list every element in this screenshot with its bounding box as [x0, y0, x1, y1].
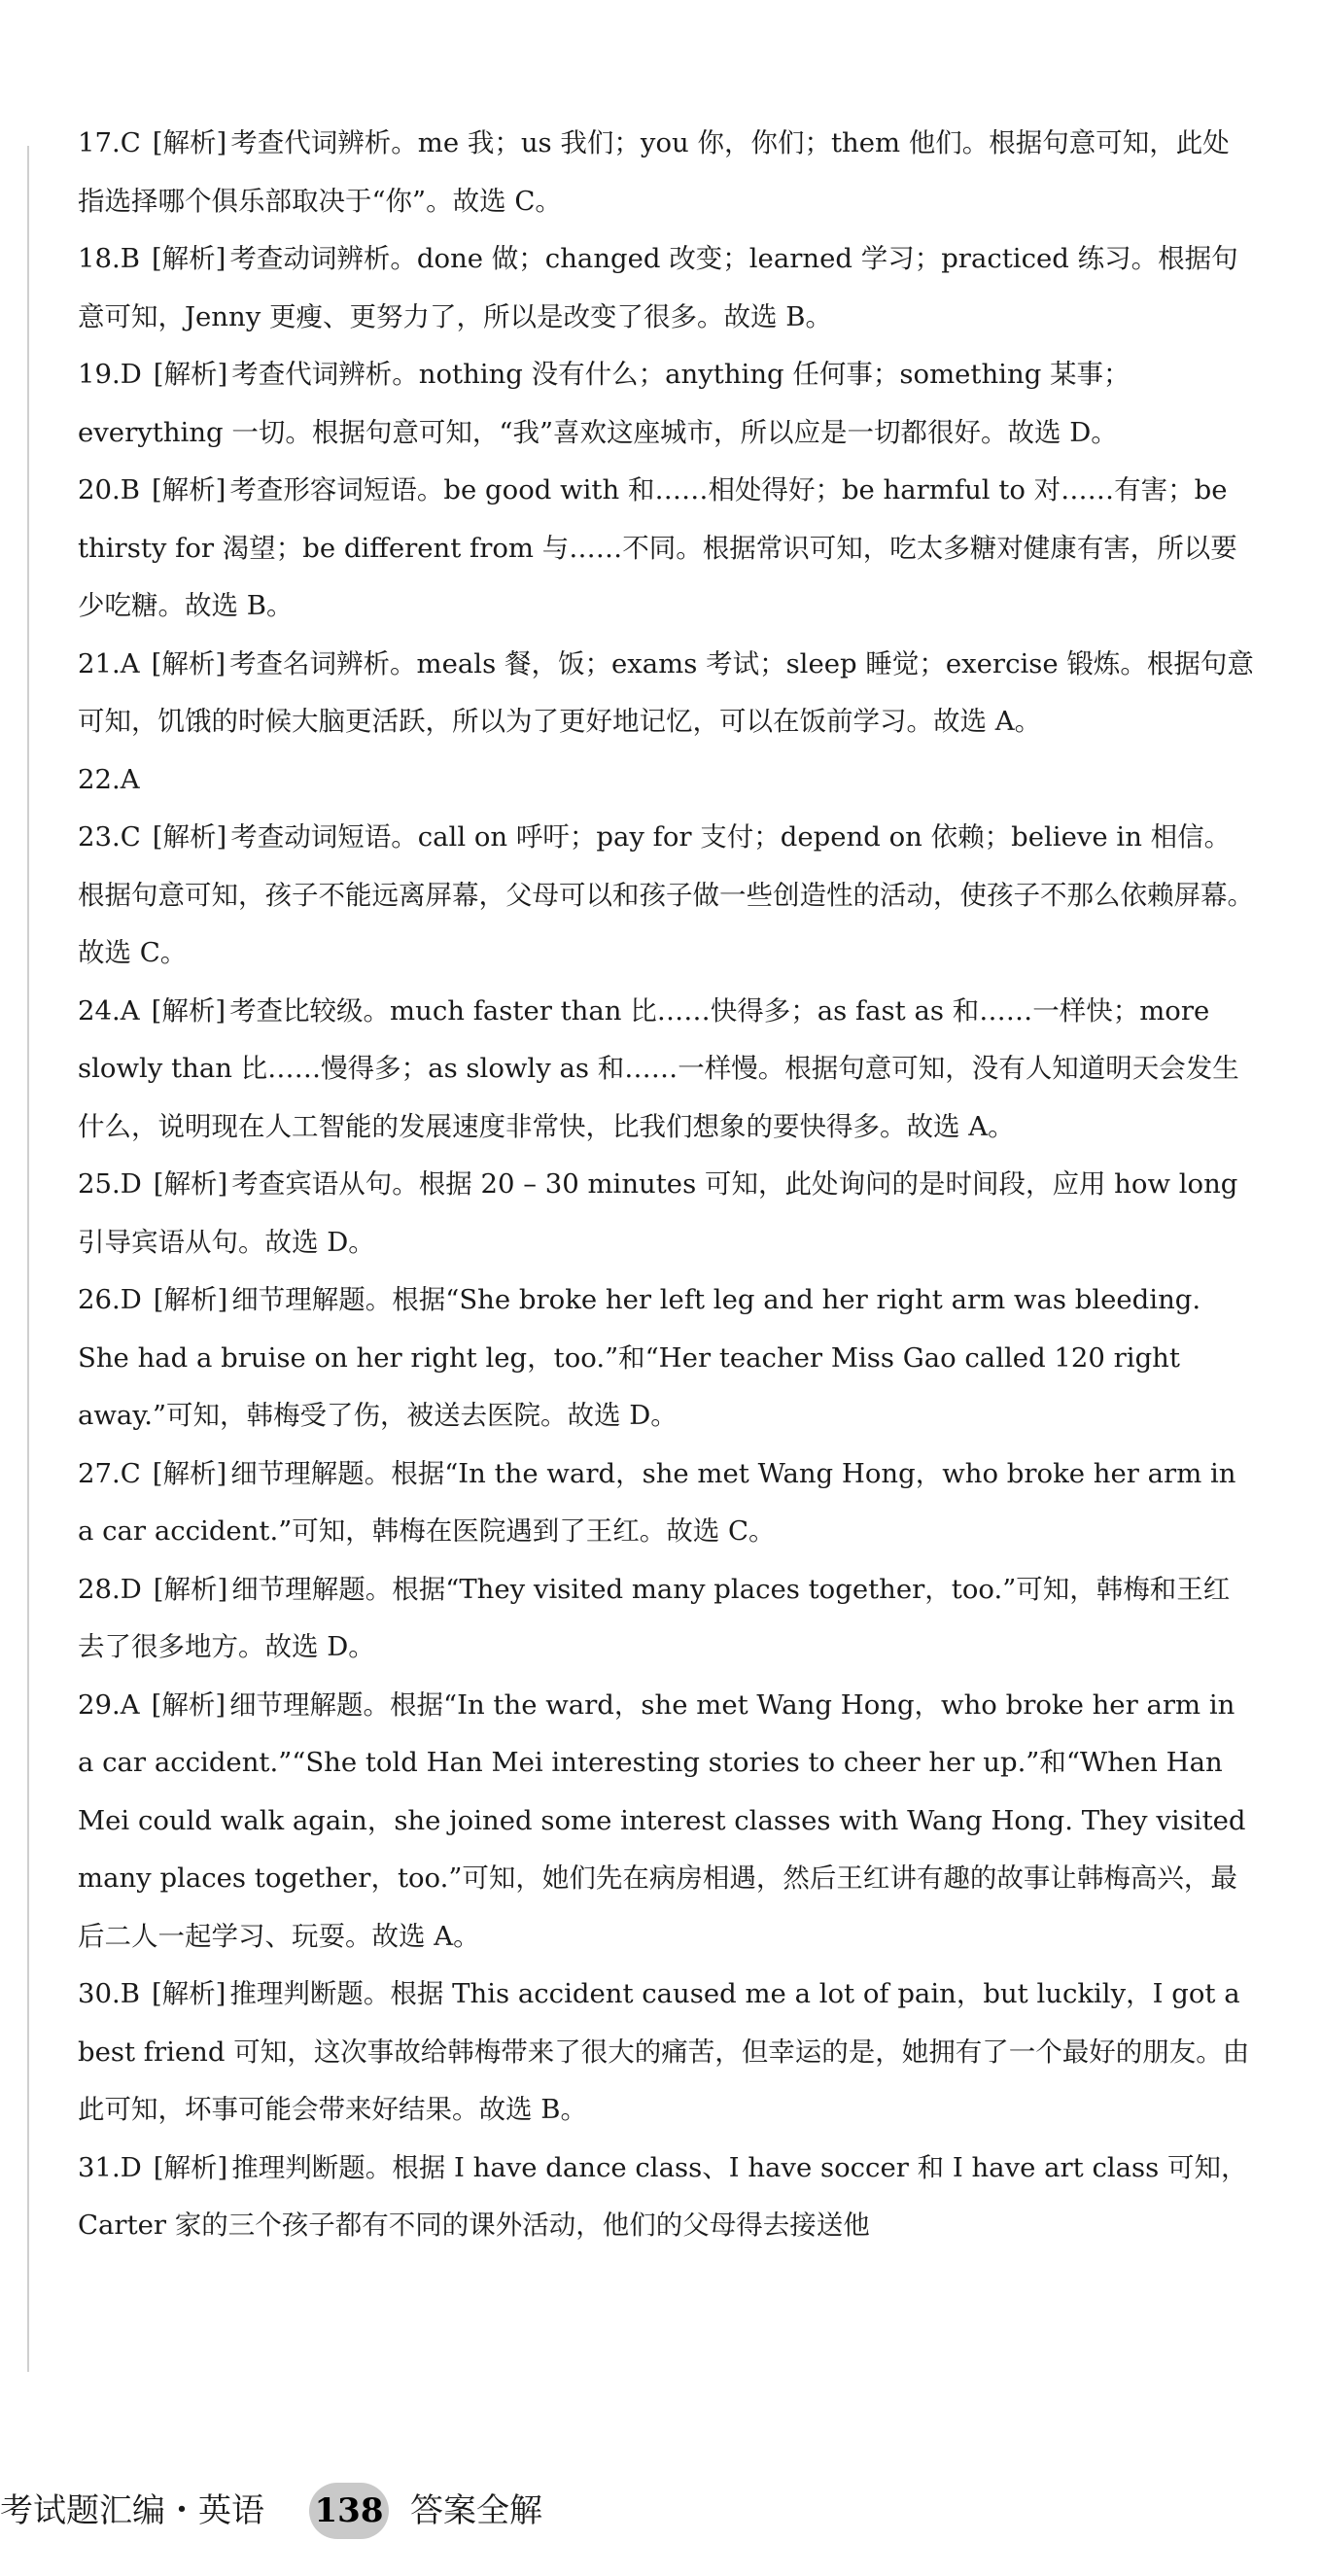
question-number: 26.D [78, 1284, 142, 1315]
analysis-tag: [解析] [153, 1168, 228, 1200]
answer-item-31 [78, 2140, 1254, 2255]
explanation-text: 考查代词辨析。nothing 没有什么；anything 任何事；something 某事；everything 一切。根据句意可知，“我”喜欢这座城市，所以应是一切都很好。故选 D。 [78, 359, 1131, 448]
explanation-text: 考查比较级。much faster than 比……快得多；as fast as 和……一样快；more slowly than 比……慢得多；as slowly as 和……一样慢。根据句意可知，没有人知道明天会发生什么，说明现在人工智能的发展速度非常快，比我们想象的要快得多。故选 A。 [78, 994, 1239, 1142]
analysis-tag: [解析] [153, 1573, 228, 1605]
answer-item-29 [78, 1677, 1254, 1967]
answer-item-18 [78, 230, 1254, 346]
analysis-tag: [解析] [151, 1688, 226, 1721]
explanation-text: 细节理解题。根据“In the ward，she met Wang Hong，who broke her arm in a car accident.”“She told Han Mei interesting stories to cheer her up.”和“When Han Mei could walk again，she joined some interest classes with Wang Hong. They visited many places together，too.”可知，她们先在病房相遇，然后王红讲有趣的故事让韩梅高兴，最后二人一起学习、玩耍。故选 A。 [78, 1688, 1246, 1952]
explanation-text: 推理判断题。根据 I have dance class、I have soccer 和 I have art class 可知，Carter 家的三个孩子都有不同的课外活动，他们的父母得去接送他 [78, 2151, 1248, 2241]
explanation-text: 推理判断题。根据 This accident caused me a lot of pain，but luckily，I got a best friend 可知，这次事故给韩梅带来了很大的痛苦，但幸运的是，她拥有了一个最好的朋友。由此可知，坏事可能会带来好结果。故选 B。 [78, 1978, 1250, 2125]
question-number: 24.A [78, 994, 140, 1027]
explanation-text: 考查代词辨析。me 我；us 我们；you 你，你们；them 他们。根据句意可知，此处指选择哪个俱乐部取决于“你”。故选 C。 [78, 127, 1230, 217]
analysis-tag: [解析] [152, 1457, 227, 1489]
answer-explanations [78, 115, 1254, 2255]
book-title: 考试题汇编・英语 [0, 2491, 264, 2530]
analysis-tag: [解析] [151, 474, 226, 505]
question-number: 28.D [78, 1573, 142, 1605]
question-number: 30.B [78, 1978, 140, 2009]
explanation-text: 考查名词辨析。meals 餐，饭；exams 考试；sleep 睡觉；exercise 锻炼。根据句意可知，饥饿的时候大脑更活跃，所以为了更好地记忆，可以在饭前学习。故选 A。 [78, 647, 1254, 737]
analysis-tag: [解析] [153, 2151, 228, 2183]
question-number: 20.B [78, 474, 140, 505]
answer-item-19 [78, 346, 1254, 462]
question-number: 18.B [78, 243, 140, 274]
explanation-text: 考查动词短语。call on 呼吁；pay for 支付；depend on 依赖；believe in 相信。根据句意可知，孩子不能远离屏幕，父母可以和孩子做一些创造性的活动，使孩子不那么依赖屏幕。故选 C。 [78, 821, 1254, 968]
explanation-text: 考查形容词短语。be good with 和……相处得好；be harmful to 对……有害；be thirsty for 渴望；be different from 与……不同。根据常识可知，吃太多糖对健康有害，所以要少吃糖。故选 B。 [78, 474, 1237, 621]
question-number: 31.D [78, 2151, 142, 2183]
answer-item-28 [78, 1561, 1254, 1677]
question-number: 22.A [78, 763, 140, 795]
page-number-badge: 138 [309, 2483, 389, 2539]
answer-item-27 [78, 1445, 1254, 1561]
section-title: 答案全解 [410, 2491, 542, 2530]
question-number: 27.C [78, 1457, 141, 1489]
answer-item-21 [78, 636, 1254, 751]
explanation-text: 考查宾语从句。根据 20 – 30 minutes 可知，此处询问的是时间段，应用 how long 引导宾语从句。故选 D。 [78, 1168, 1238, 1258]
analysis-tag: [解析] [153, 359, 228, 390]
analysis-tag: [解析] [151, 994, 226, 1027]
answer-item-25 [78, 1156, 1254, 1271]
analysis-tag: [解析] [152, 821, 227, 853]
analysis-tag: [解析] [152, 127, 227, 158]
question-number: 21.A [78, 647, 140, 679]
answer-item-23 [78, 809, 1254, 983]
explanation-text: 考查动词辨析。done 做；changed 改变；learned 学习；practiced 练习。根据句意可知，Jenny 更瘦、更努力了，所以是改变了很多。故选 B。 [78, 243, 1238, 332]
explanation-text: 细节理解题。根据“She broke her left leg and her right arm was bleeding. She had a bruise on her right leg，too.”和“Her teacher Miss Gao called 120 right away.”可知，韩梅受了伤，被送去医院。故选 D。 [78, 1284, 1201, 1431]
question-number: 19.D [78, 359, 142, 390]
question-number: 23.C [78, 821, 141, 853]
page-footer [0, 2477, 1322, 2545]
question-number: 17.C [78, 127, 141, 158]
page-margin-line [27, 146, 29, 2372]
question-number: 25.D [78, 1168, 142, 1200]
answer-item-20 [78, 462, 1254, 636]
answer-item-17 [78, 115, 1254, 230]
analysis-tag: [解析] [151, 1978, 226, 2009]
explanation-text: 细节理解题。根据“They visited many places together，too.”可知，韩梅和王红去了很多地方。故选 D。 [78, 1573, 1231, 1662]
explanation-text: 细节理解题。根据“In the ward，she met Wang Hong，who broke her arm in a car accident.”可知，韩梅在医院遇到了王红。故选 C。 [78, 1457, 1236, 1547]
question-number: 29.A [78, 1688, 140, 1721]
answer-item-30 [78, 1966, 1254, 2140]
answer-item-22 [78, 751, 1254, 810]
analysis-tag: [解析] [151, 243, 226, 274]
answer-item-24 [78, 983, 1254, 1157]
answer-item-26 [78, 1271, 1254, 1445]
analysis-tag: [解析] [151, 647, 226, 679]
analysis-tag: [解析] [153, 1284, 228, 1315]
